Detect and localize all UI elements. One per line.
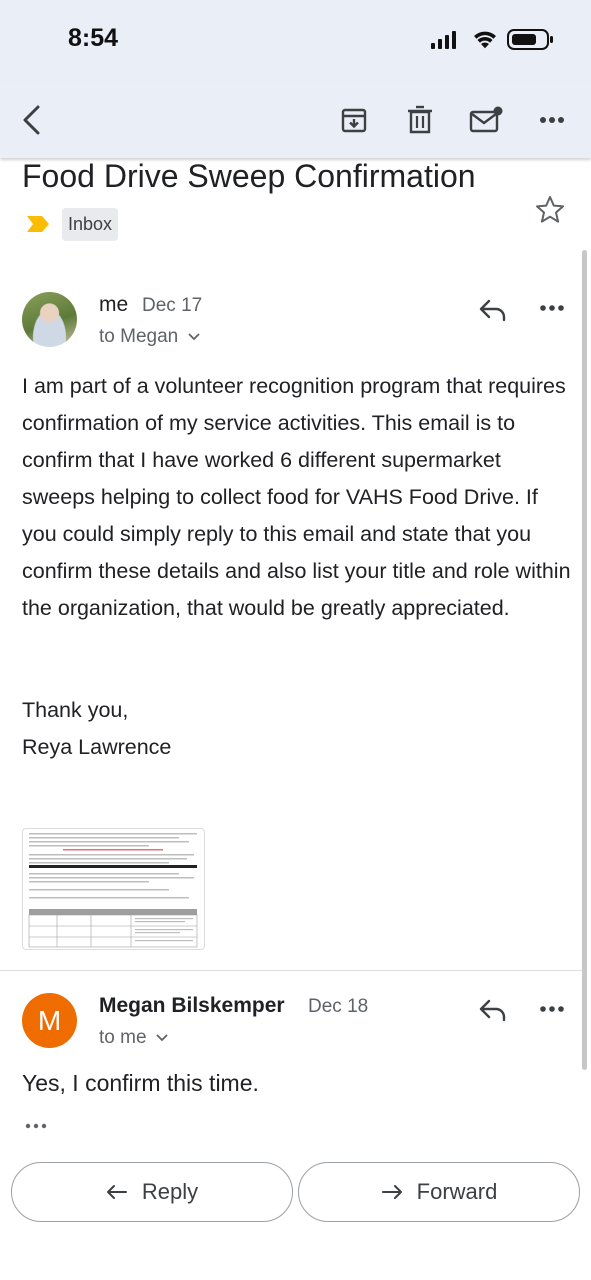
status-bar [0,0,591,82]
forward-label: Forward [416,1179,498,1204]
chevron-left-icon [20,104,44,136]
archive-icon [340,106,368,134]
reply-icon[interactable] [478,998,508,1022]
reply-button[interactable] [11,1162,293,1222]
more-options-button[interactable] [532,100,572,140]
label-row [26,208,118,240]
importance-marker-icon[interactable] [26,214,50,234]
sender-name[interactable]: me [99,293,129,316]
email-toolbar [0,82,591,158]
cellular-signal-icon [431,31,456,49]
reply-icon[interactable] [478,298,508,322]
more-horizontal-icon [539,116,565,124]
signoff-name: Reya Lawrence [22,735,172,759]
sender-avatar-letter[interactable]: M [22,993,77,1048]
recipient-details-toggle[interactable] [99,1027,168,1049]
recipient-line: to Megan [99,326,179,347]
star-icon[interactable] [534,194,566,226]
recipient-line: to me [99,1027,147,1048]
message-date: Dec 18 [308,996,369,1017]
back-button[interactable] [12,100,52,140]
message-body: I am part of a volunteer recognition program that requires confirmation of my service activities. This email is to confirm that I have worked 6 different supermarket sweeps helping to collect food for VAHS Food Drive. If you could simply reply to this email and state that you confirm these details and also list your title and role within the organization, that would be greatly appreciated. [22,374,571,620]
email-subject: Food Drive Sweep Confirmation [22,158,476,194]
mark-unread-button[interactable] [466,100,506,140]
archive-button[interactable] [334,100,374,140]
forward-button[interactable] [298,1162,580,1222]
message-more-icon[interactable] [539,1005,565,1013]
status-time: 8:54 [68,24,119,52]
trash-icon [406,105,434,135]
show-trimmed-content-icon[interactable] [24,1122,48,1130]
battery-icon [508,30,553,49]
status-icons [428,27,556,53]
document-preview-image [23,829,204,949]
message-divider [0,970,582,971]
mail-unread-icon [469,105,503,135]
scrollbar[interactable] [582,250,587,1070]
signoff [22,692,171,766]
reply-label: Reply [141,1179,199,1204]
forward-arrow-icon [381,1184,403,1200]
delete-button[interactable] [400,100,440,140]
sender-name[interactable]: Megan Bilskemper [99,994,285,1017]
sender-avatar-photo[interactable] [22,292,77,347]
reply-arrow-icon [106,1184,128,1200]
chevron-down-icon [156,1034,168,1042]
recipient-details-toggle[interactable] [99,326,200,348]
message-date: Dec 17 [142,295,203,316]
wifi-icon [474,32,496,49]
chevron-down-icon [188,333,200,341]
message-body: Yes, I confirm this time. [22,1070,259,1096]
attachment-thumbnail[interactable] [22,828,205,950]
signoff-line: Thank you, [22,698,129,722]
inbox-label-chip[interactable]: Inbox [62,208,118,241]
message-more-icon[interactable] [539,304,565,312]
